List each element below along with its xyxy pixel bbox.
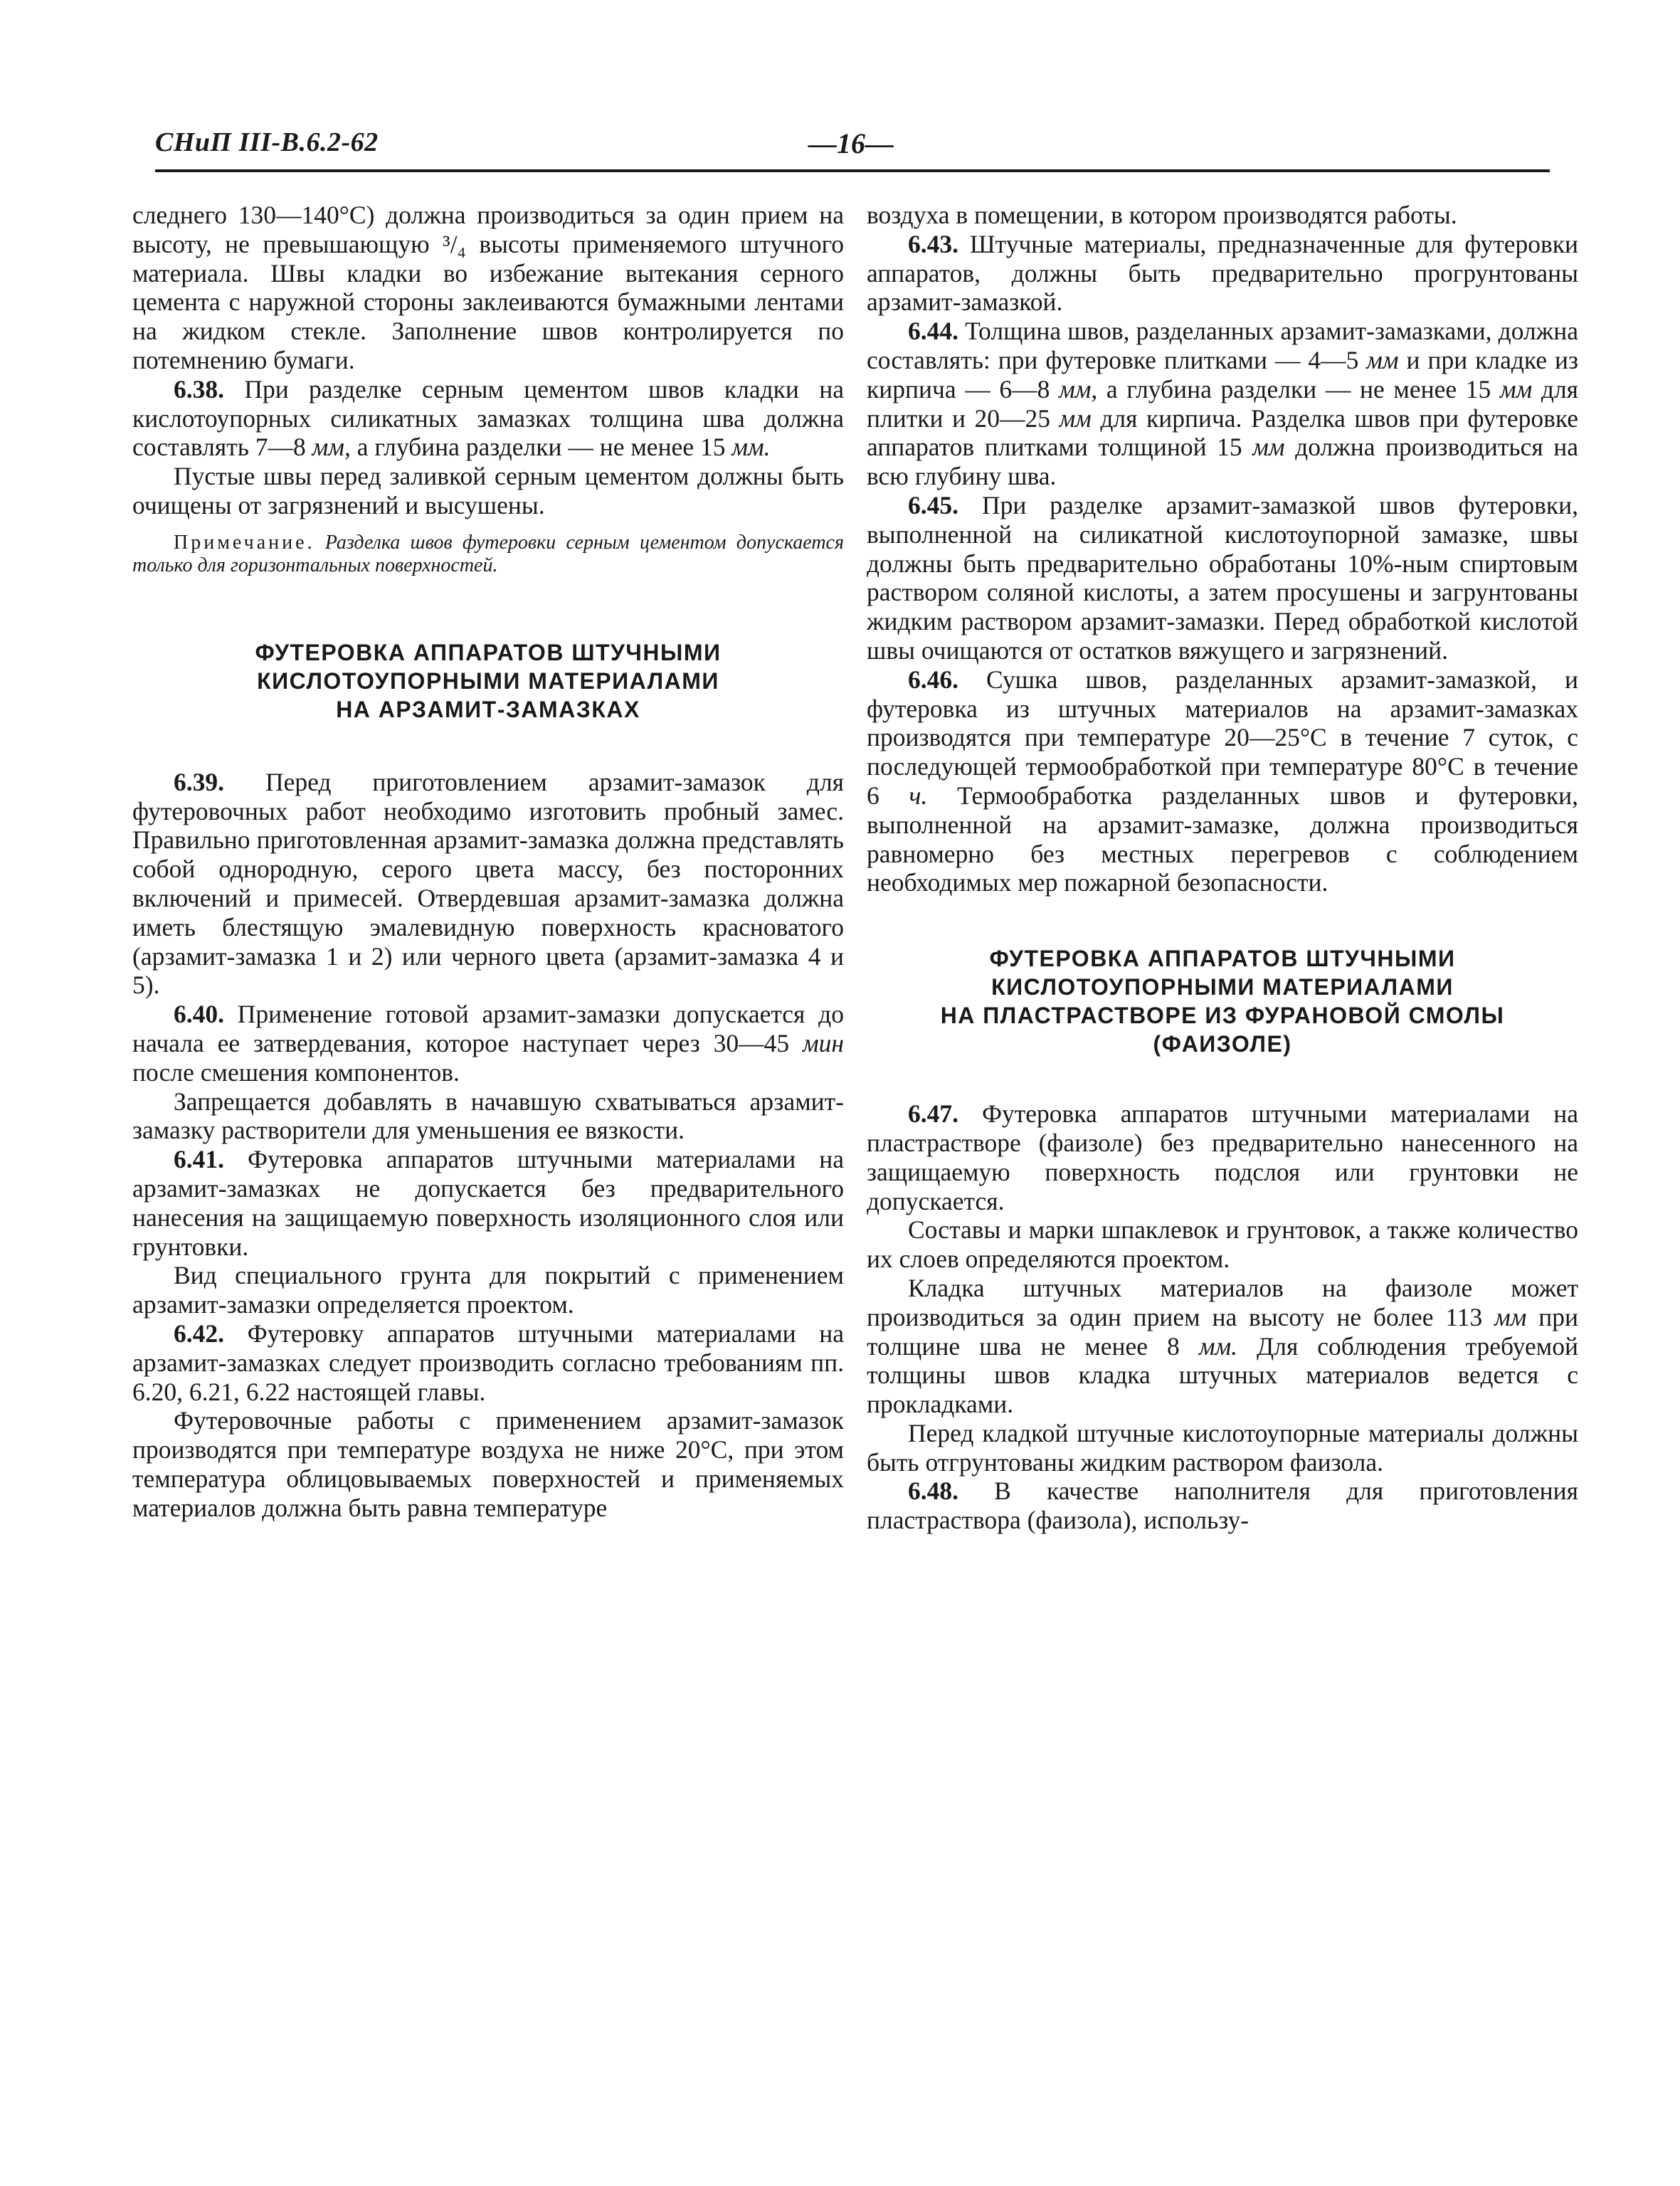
text: Кладка штучных материалов на фаизоле может производиться за один прием на высоту не более 113 bbox=[867, 1273, 1578, 1331]
left-column bbox=[132, 201, 844, 1522]
unit: мм bbox=[1494, 1302, 1527, 1331]
paragraph-6-47 bbox=[867, 1099, 1578, 1215]
text: Толщина швов, разделанных арзамит-замазками, должна составлять: при футеровке плитками — 4—5 bbox=[867, 317, 1578, 374]
heading-line: ФУТЕРОВКА АППАРАТОВ ШТУЧНЫМИ bbox=[255, 639, 722, 665]
unit: мм bbox=[1252, 433, 1285, 462]
clause-number: 6.42. bbox=[174, 1319, 224, 1348]
unit: мм bbox=[1366, 345, 1399, 374]
paragraph-before-laying: Перед кладкой штучные кислотоупорные материалы должны быть отгрунтованы жидким раствором фаизола. bbox=[867, 1418, 1578, 1477]
text: а глубина разделки — не менее 15 bbox=[350, 433, 732, 462]
text: должна производиться на всю глубину шва. bbox=[867, 433, 1579, 491]
text: после смешения компонентов. bbox=[132, 1057, 460, 1087]
paragraph-empty-seams: Пустые швы перед заливкой серным цементом должны быть очищены от загрязнений и высушены. bbox=[132, 462, 844, 519]
text: и при кладке из кирпича — 6—8 bbox=[867, 345, 1578, 403]
paragraph-6-41 bbox=[132, 1145, 844, 1261]
unit: ч. bbox=[909, 781, 928, 810]
paragraph-6-44 bbox=[867, 317, 1578, 491]
heading-line: НА ПЛАСТРАСТВОРЕ ИЗ ФУРАНОВОЙ СМОЛЫ bbox=[940, 1003, 1505, 1029]
section-heading-arzamit bbox=[132, 638, 844, 724]
unit: мм, bbox=[1059, 374, 1098, 403]
paragraph-6-43 bbox=[867, 230, 1578, 317]
right-column bbox=[867, 201, 1578, 1535]
page-number: —16— bbox=[808, 127, 894, 159]
page-header bbox=[155, 127, 1550, 169]
paragraph-6-45 bbox=[867, 491, 1578, 665]
clause-number: 6.45. bbox=[908, 490, 958, 519]
paragraph-6-42 bbox=[132, 1319, 844, 1406]
unit: мм. bbox=[1198, 1331, 1238, 1361]
text: Применение готовой арзамит-замазки допускается до начала ее затвердевания, которое наступает через 30—45 bbox=[132, 1000, 844, 1057]
clause-number: 6.40. bbox=[174, 1000, 224, 1029]
unit: мм. bbox=[731, 433, 771, 462]
unit: мм bbox=[1059, 403, 1092, 433]
heading-line: НА АРЗАМИТ-ЗАМАЗКАХ bbox=[336, 696, 640, 722]
unit: мм bbox=[1499, 374, 1533, 403]
paragraph-6-40 bbox=[132, 1000, 844, 1087]
paragraph-continuation: следнего 130—140°С) должна производиться за один прием на высоту, не превышающую ³/₄ высоты применяемого штучного материала. Швы кладки во избежание вытекания серного цемента с наружной стороны заклеиваются бумажными лентами на жидком стекле. Заполнение швов контролируется по потемнению бумаги. bbox=[132, 201, 844, 374]
text: Для соблюдения требуемой толщины швов кладка штучных материалов ведется с прокладками. bbox=[867, 1331, 1578, 1419]
text: При разделке арзамит-замазкой швов футеровки, выполненной на силикатной кислотоупорной замазке, швы должны быть предварительно обработаны 10%-ным спиртовым раствором соляной кислоты, а затем просушены и загрунтованы жидким раствором арзамит-замазки. Перед обработкой кислотой швы очищаются от остатков вяжущего и загрязнений. bbox=[867, 490, 1578, 665]
heading-line: КИСЛОТОУПОРНЫМИ МАТЕРИАЛАМИ bbox=[257, 667, 719, 694]
clause-number: 6.47. bbox=[908, 1099, 958, 1129]
paragraph-forbid: Запрещается добавлять в начавшую схватываться арзамит-замазку растворители для уменьшения ее вязкости. bbox=[132, 1087, 844, 1145]
clause-number: 6.38. bbox=[174, 374, 224, 403]
paragraph-6-39 bbox=[132, 768, 844, 1000]
note bbox=[132, 532, 844, 577]
paragraph-laying bbox=[867, 1274, 1578, 1419]
paragraph-6-38 bbox=[132, 375, 844, 462]
heading-line: (ФАИЗОЛЕ) bbox=[1153, 1031, 1292, 1057]
heading-line: КИСЛОТОУПОРНЫМИ МАТЕРИАЛАМИ bbox=[991, 974, 1454, 1000]
clause-number: 6.39. bbox=[174, 767, 224, 796]
section-heading-faizol bbox=[867, 944, 1578, 1058]
text: Футеровка аппаратов штучными материалами на пластрастворе (фаизоле) без предварительно нанесенного на защищаемую поверхность подслоя или грунтовки не допускается. bbox=[867, 1099, 1578, 1215]
note-text: Разделка швов футеровки серным цементом допускается только для горизонтальных поверхностей. bbox=[132, 531, 844, 576]
text: Штучные материалы, предназначенные для футеровки аппаратов, должны быть предварительно прогрунтованы арзамит-замазкой. bbox=[867, 229, 1578, 317]
text: Футеровку аппаратов штучными материалами на арзамит-замазках следует производить согласно требованиям пп. 6.20, 6.21, 6.22 настоящей главы. bbox=[132, 1319, 844, 1406]
clause-number: 6.48. bbox=[908, 1477, 958, 1506]
paragraph-6-46 bbox=[867, 665, 1578, 897]
text: для кирпича. Разделка швов при футеровке аппаратов плитками толщиной 15 bbox=[867, 403, 1578, 462]
text: Сушка швов, разделанных арзамит-замазкой, и футеровка из штучных материалов на арзамит-замазках производятся при температуре 20—25°С в течение 7 суток, с последующей термообработкой при температуре 80°С в течение 6 bbox=[867, 665, 1578, 810]
header-rule bbox=[155, 169, 1550, 172]
paragraph-compositions: Составы и марки шпаклевок и грунтовок, а также количество их слоев определяются проектом. bbox=[867, 1215, 1578, 1274]
unit: мм, bbox=[312, 433, 351, 462]
note-label: Примечание. bbox=[174, 531, 315, 554]
paragraph-works: Футеровочные работы с применением арзамит-замазок производятся при температуре воздуха не ниже 20°С, при этом температура облицовываемых поверхностей и применяемых материалов должна быть равна температуре bbox=[132, 1406, 844, 1522]
text: а глубина разделки — не менее 15 bbox=[1097, 374, 1500, 403]
text: При разделке серным цементом швов кладки на кислотоупорных силикатных замазках толщина шва должна составлять 7—8 bbox=[132, 374, 844, 462]
text: Термообработка разделанных швов и футеровки, выполненной на арзамит-замазке, должна производиться равномерно без местных перегревов с соблюдением необходимых мер пожарной безопасности. bbox=[867, 781, 1579, 897]
text: Футеровка аппаратов штучными материалами на арзамит-замазках не допускается без предварительного нанесения на защищаемую поверхность изоляционного слоя или грунтовки. bbox=[132, 1145, 844, 1261]
unit: мин bbox=[802, 1028, 844, 1057]
paragraph-primer: Вид специального грунта для покрытий с применением арзамит-замазки определяется проектом. bbox=[132, 1261, 844, 1319]
standard-code: СНиП III-В.6.2-62 bbox=[155, 127, 379, 157]
paragraph-6-48 bbox=[867, 1477, 1578, 1535]
clause-number: 6.44. bbox=[908, 317, 958, 346]
paragraph-continuation: воздуха в помещении, в котором производятся работы. bbox=[867, 201, 1457, 229]
text: при толщине шва не менее 8 bbox=[867, 1302, 1578, 1361]
text: для плитки и 20—25 bbox=[867, 374, 1579, 433]
text: Перед приготовлением арзамит-замазок для футеровочных работ необходимо изготовить пробный замес. Правильно приготовленная арзамит-замазка должна представлять собой однородную, серого цвета массу, без посторонних включений и примесей. Отвердевшая арзамит-замазка должна иметь блестящую эмалевидную поверхность красноватого (арзамит-замазка 1 и 2) или черного цвета (арзамит-замазка 4 и 5). bbox=[132, 767, 844, 1000]
clause-number: 6.43. bbox=[908, 229, 958, 258]
clause-number: 6.46. bbox=[908, 665, 958, 694]
text: В качестве наполнителя для приготовления пластраствора (фаизола), использу- bbox=[867, 1477, 1578, 1535]
clause-number: 6.41. bbox=[174, 1145, 224, 1174]
heading-line: ФУТЕРОВКА АППАРАТОВ ШТУЧНЫМИ bbox=[989, 946, 1456, 972]
